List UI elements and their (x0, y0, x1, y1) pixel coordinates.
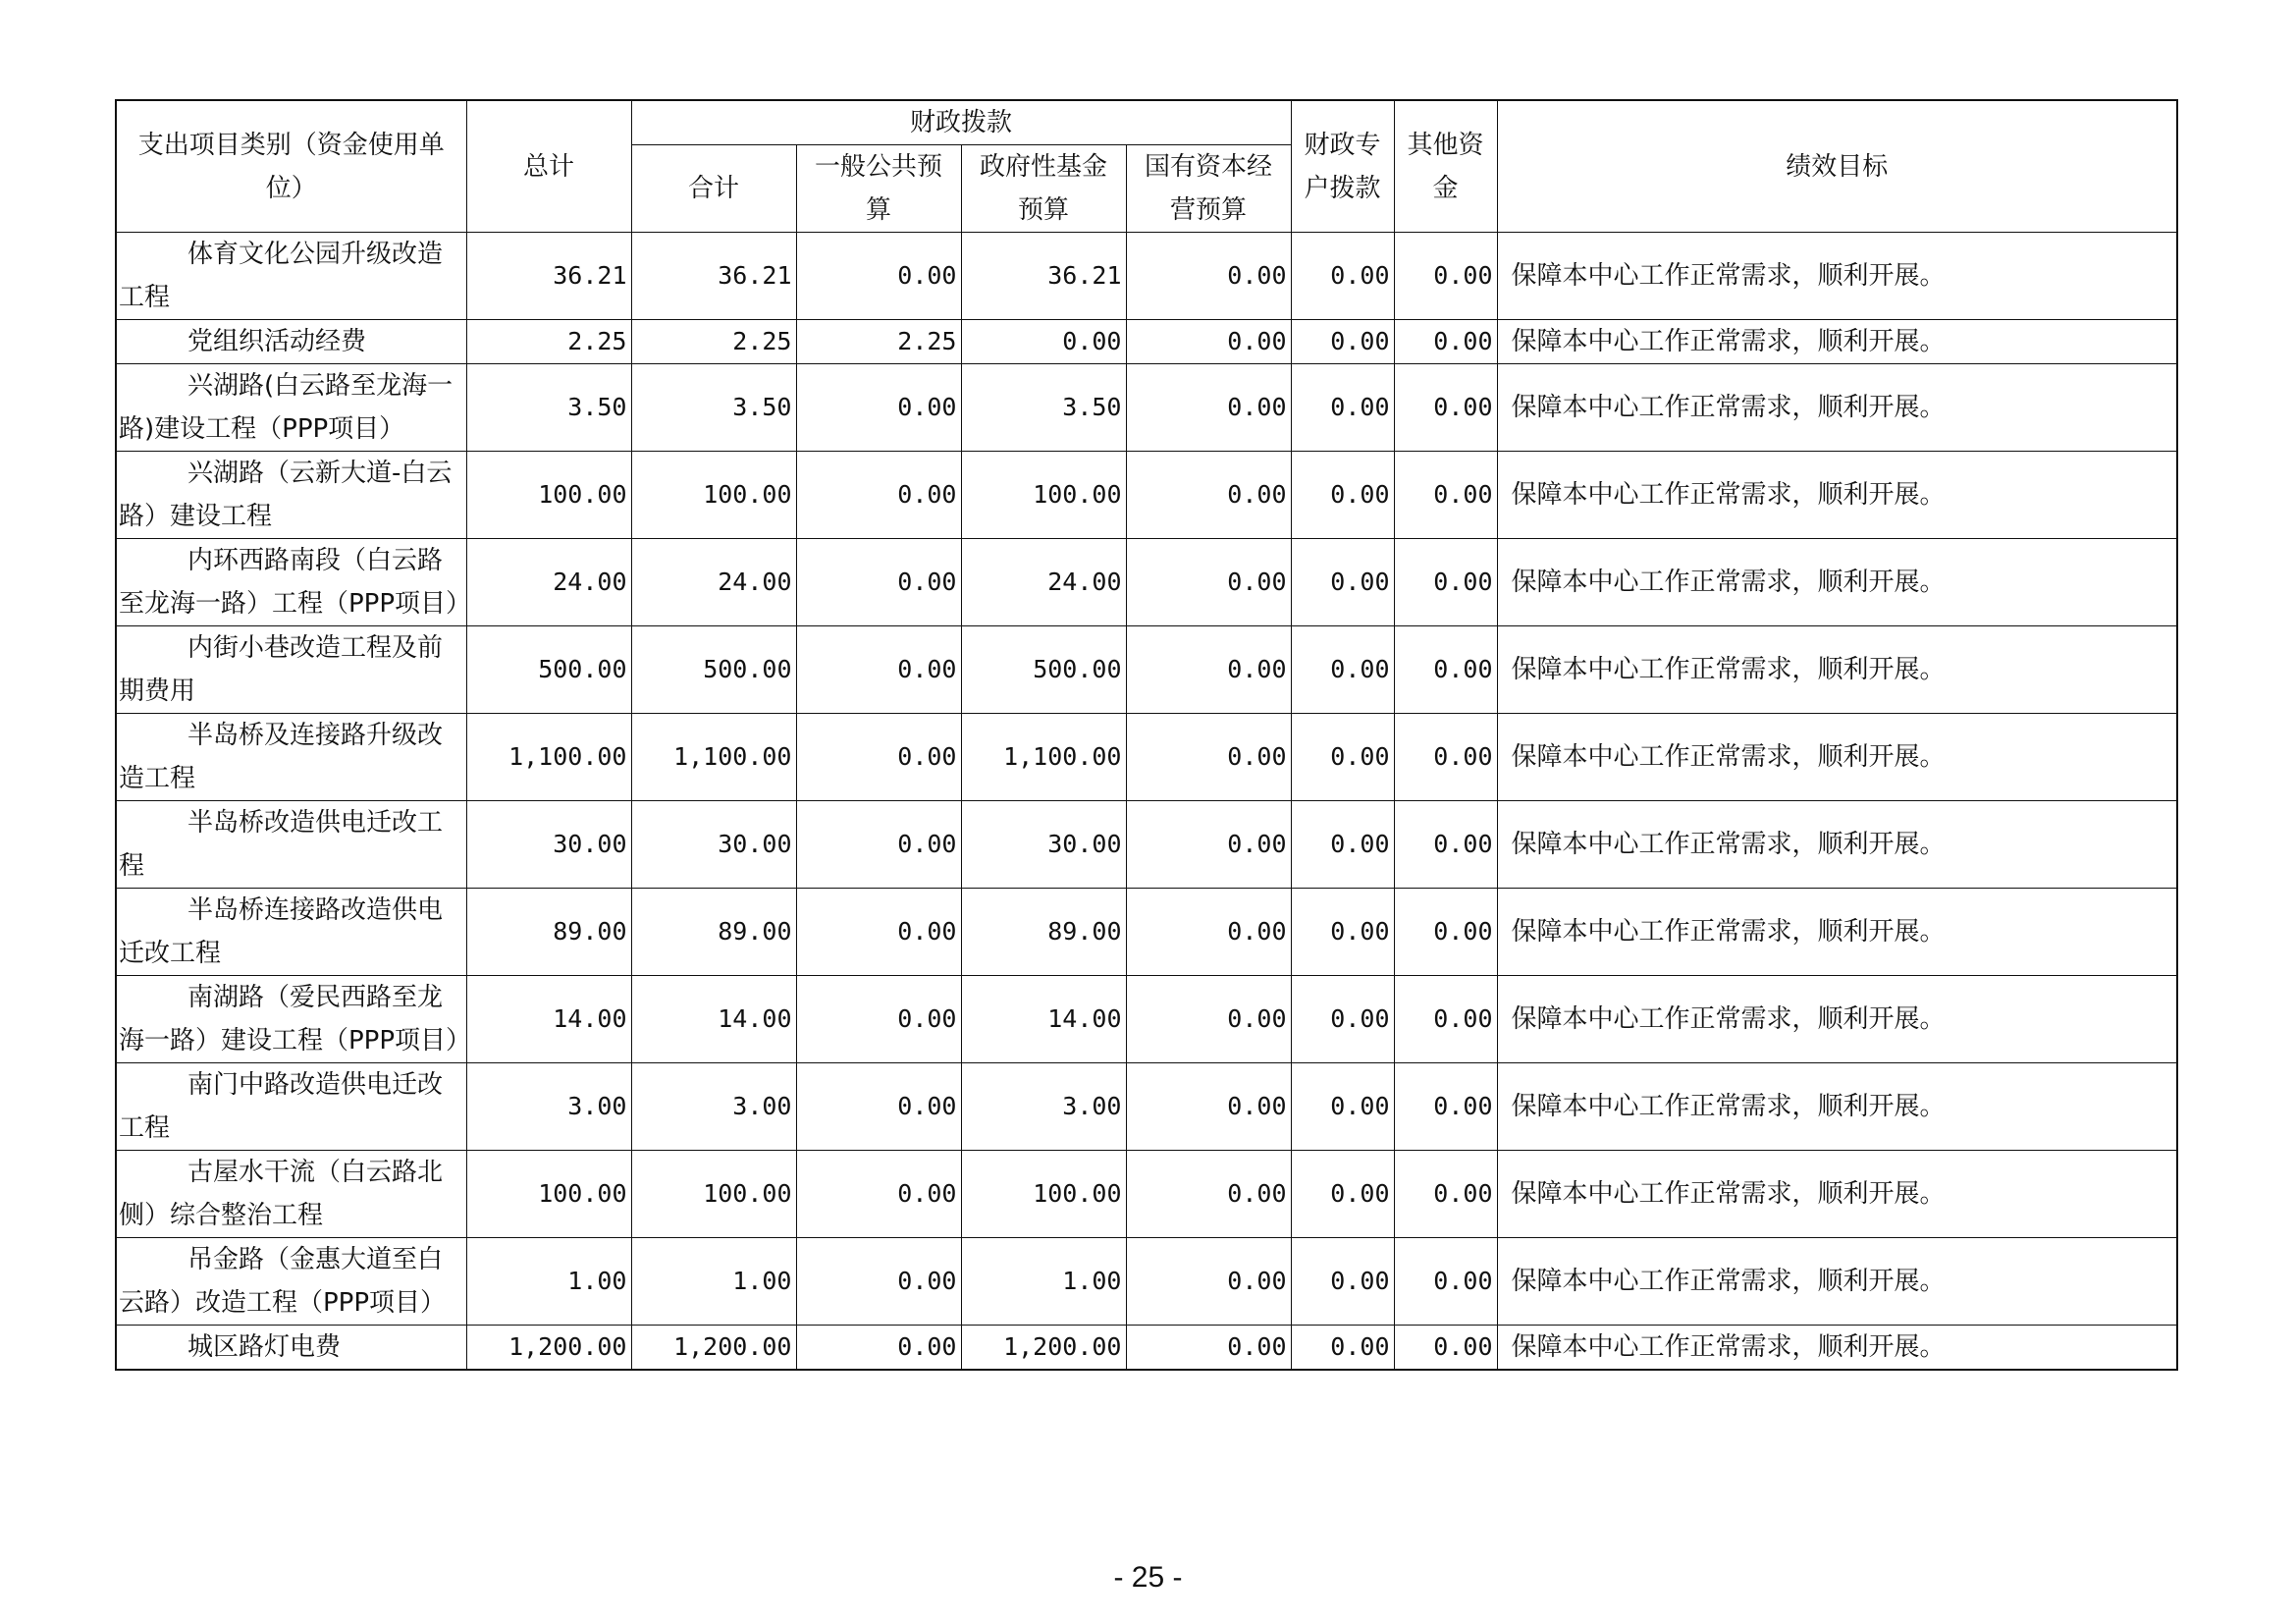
cell-other-funds: 0.00 (1394, 976, 1497, 1063)
cell-state-capital-budget: 0.00 (1126, 626, 1291, 714)
cell-total: 1,100.00 (466, 714, 631, 801)
row-name: 南门中路改造供电迁改工程 (116, 1063, 466, 1151)
cell-state-capital-budget: 0.00 (1126, 320, 1291, 364)
cell-total: 100.00 (466, 1151, 631, 1238)
cell-performance-goal: 保障本中心工作正常需求，顺利开展。 (1497, 320, 2177, 364)
cell-state-capital-budget: 0.00 (1126, 539, 1291, 626)
cell-total: 1,200.00 (466, 1326, 631, 1371)
row-name: 内环西路南段（白云路至龙海一路）工程（PPP项目） (116, 539, 466, 626)
cell-general-budget: 0.00 (796, 1063, 961, 1151)
table-row (116, 976, 2177, 1063)
cell-state-capital-budget: 0.00 (1126, 452, 1291, 539)
header-other-funds: 其他资金 (1394, 100, 1497, 233)
cell-fund-budget: 30.00 (961, 801, 1126, 889)
cell-other-funds: 0.00 (1394, 626, 1497, 714)
cell-subtotal: 100.00 (631, 452, 796, 539)
page-number: - 25 - (1113, 1561, 1183, 1594)
cell-general-budget: 0.00 (796, 626, 961, 714)
table-row (116, 1151, 2177, 1238)
cell-other-funds: 0.00 (1394, 1238, 1497, 1326)
cell-other-funds: 0.00 (1394, 889, 1497, 976)
table-row (116, 714, 2177, 801)
row-name: 城区路灯电费 (116, 1326, 466, 1371)
cell-subtotal: 14.00 (631, 976, 796, 1063)
cell-subtotal: 1.00 (631, 1238, 796, 1326)
cell-fund-budget: 1,200.00 (961, 1326, 1126, 1371)
table-header (116, 100, 2177, 233)
cell-performance-goal: 保障本中心工作正常需求，顺利开展。 (1497, 626, 2177, 714)
cell-general-budget: 0.00 (796, 1151, 961, 1238)
cell-fund-budget: 100.00 (961, 452, 1126, 539)
cell-total: 500.00 (466, 626, 631, 714)
table-row (116, 1063, 2177, 1151)
cell-state-capital-budget: 0.00 (1126, 1238, 1291, 1326)
cell-performance-goal: 保障本中心工作正常需求，顺利开展。 (1497, 452, 2177, 539)
cell-other-funds: 0.00 (1394, 233, 1497, 320)
row-name: 南湖路（爱民西路至龙海一路）建设工程（PPP项目） (116, 976, 466, 1063)
row-name: 内街小巷改造工程及前期费用 (116, 626, 466, 714)
cell-special-fiscal: 0.00 (1291, 976, 1394, 1063)
cell-state-capital-budget: 0.00 (1126, 976, 1291, 1063)
header-subtotal: 合计 (631, 145, 796, 233)
header-fiscal-group: 财政拨款 (631, 100, 1291, 145)
cell-other-funds: 0.00 (1394, 320, 1497, 364)
cell-subtotal: 89.00 (631, 889, 796, 976)
cell-special-fiscal: 0.00 (1291, 452, 1394, 539)
table-row (116, 364, 2177, 452)
cell-performance-goal: 保障本中心工作正常需求，顺利开展。 (1497, 1063, 2177, 1151)
table-body (116, 233, 2177, 1371)
cell-general-budget: 0.00 (796, 976, 961, 1063)
header-category: 支出项目类别（资金使用单位） (116, 100, 466, 233)
row-name: 古屋水干流（白云路北侧）综合整治工程 (116, 1151, 466, 1238)
cell-total: 30.00 (466, 801, 631, 889)
cell-special-fiscal: 0.00 (1291, 1151, 1394, 1238)
cell-other-funds: 0.00 (1394, 1063, 1497, 1151)
cell-total: 89.00 (466, 889, 631, 976)
cell-special-fiscal: 0.00 (1291, 626, 1394, 714)
cell-other-funds: 0.00 (1394, 1151, 1497, 1238)
cell-subtotal: 24.00 (631, 539, 796, 626)
table-row (116, 233, 2177, 320)
cell-special-fiscal: 0.00 (1291, 889, 1394, 976)
cell-performance-goal: 保障本中心工作正常需求，顺利开展。 (1497, 714, 2177, 801)
cell-state-capital-budget: 0.00 (1126, 714, 1291, 801)
cell-total: 100.00 (466, 452, 631, 539)
cell-fund-budget: 0.00 (961, 320, 1126, 364)
cell-other-funds: 0.00 (1394, 801, 1497, 889)
cell-special-fiscal: 0.00 (1291, 1326, 1394, 1371)
cell-total: 24.00 (466, 539, 631, 626)
cell-subtotal: 2.25 (631, 320, 796, 364)
cell-special-fiscal: 0.00 (1291, 364, 1394, 452)
cell-special-fiscal: 0.00 (1291, 539, 1394, 626)
cell-fund-budget: 36.21 (961, 233, 1126, 320)
cell-general-budget: 0.00 (796, 1326, 961, 1371)
cell-total: 36.21 (466, 233, 631, 320)
cell-state-capital-budget: 0.00 (1126, 889, 1291, 976)
cell-subtotal: 100.00 (631, 1151, 796, 1238)
cell-state-capital-budget: 0.00 (1126, 1326, 1291, 1371)
cell-performance-goal: 保障本中心工作正常需求，顺利开展。 (1497, 539, 2177, 626)
cell-special-fiscal: 0.00 (1291, 1238, 1394, 1326)
cell-subtotal: 1,100.00 (631, 714, 796, 801)
cell-general-budget: 0.00 (796, 889, 961, 976)
cell-fund-budget: 24.00 (961, 539, 1126, 626)
cell-total: 2.25 (466, 320, 631, 364)
cell-total: 1.00 (466, 1238, 631, 1326)
cell-fund-budget: 14.00 (961, 976, 1126, 1063)
header-fund-budget: 政府性基金预算 (961, 145, 1126, 233)
header-general-budget: 一般公共预算 (796, 145, 961, 233)
table-row (116, 1238, 2177, 1326)
cell-special-fiscal: 0.00 (1291, 1063, 1394, 1151)
cell-general-budget: 0.00 (796, 801, 961, 889)
row-name: 吊金路（金惠大道至白云路）改造工程（PPP项目） (116, 1238, 466, 1326)
cell-general-budget: 0.00 (796, 1238, 961, 1326)
cell-subtotal: 30.00 (631, 801, 796, 889)
table-row (116, 889, 2177, 976)
cell-state-capital-budget: 0.00 (1126, 1151, 1291, 1238)
cell-subtotal: 36.21 (631, 233, 796, 320)
cell-fund-budget: 89.00 (961, 889, 1126, 976)
cell-general-budget: 0.00 (796, 233, 961, 320)
cell-performance-goal: 保障本中心工作正常需求，顺利开展。 (1497, 889, 2177, 976)
cell-fund-budget: 3.00 (961, 1063, 1126, 1151)
cell-other-funds: 0.00 (1394, 714, 1497, 801)
cell-state-capital-budget: 0.00 (1126, 233, 1291, 320)
cell-other-funds: 0.00 (1394, 539, 1497, 626)
header-special-fiscal: 财政专户拨款 (1291, 100, 1394, 233)
cell-performance-goal: 保障本中心工作正常需求，顺利开展。 (1497, 1238, 2177, 1326)
cell-general-budget: 0.00 (796, 364, 961, 452)
cell-state-capital-budget: 0.00 (1126, 1063, 1291, 1151)
cell-total: 3.50 (466, 364, 631, 452)
header-performance-goal: 绩效目标 (1497, 100, 2177, 233)
table-row (116, 1326, 2177, 1371)
row-name: 半岛桥连接路改造供电迁改工程 (116, 889, 466, 976)
table-row (116, 452, 2177, 539)
cell-general-budget: 0.00 (796, 539, 961, 626)
cell-fund-budget: 1.00 (961, 1238, 1126, 1326)
cell-general-budget: 0.00 (796, 452, 961, 539)
cell-general-budget: 2.25 (796, 320, 961, 364)
cell-special-fiscal: 0.00 (1291, 801, 1394, 889)
row-name: 兴湖路（云新大道-白云路）建设工程 (116, 452, 466, 539)
row-name: 半岛桥及连接路升级改造工程 (116, 714, 466, 801)
cell-state-capital-budget: 0.00 (1126, 801, 1291, 889)
header-state-capital-budget: 国有资本经营预算 (1126, 145, 1291, 233)
cell-other-funds: 0.00 (1394, 1326, 1497, 1371)
cell-fund-budget: 1,100.00 (961, 714, 1126, 801)
cell-total: 14.00 (466, 976, 631, 1063)
row-name: 半岛桥改造供电迁改工程 (116, 801, 466, 889)
cell-special-fiscal: 0.00 (1291, 233, 1394, 320)
table-row (116, 539, 2177, 626)
cell-fund-budget: 500.00 (961, 626, 1126, 714)
cell-subtotal: 1,200.00 (631, 1326, 796, 1371)
cell-total: 3.00 (466, 1063, 631, 1151)
cell-subtotal: 3.00 (631, 1063, 796, 1151)
cell-subtotal: 500.00 (631, 626, 796, 714)
cell-performance-goal: 保障本中心工作正常需求，顺利开展。 (1497, 364, 2177, 452)
cell-special-fiscal: 0.00 (1291, 714, 1394, 801)
cell-general-budget: 0.00 (796, 714, 961, 801)
cell-fund-budget: 3.50 (961, 364, 1126, 452)
cell-state-capital-budget: 0.00 (1126, 364, 1291, 452)
cell-other-funds: 0.00 (1394, 364, 1497, 452)
cell-performance-goal: 保障本中心工作正常需求，顺利开展。 (1497, 1326, 2177, 1371)
cell-performance-goal: 保障本中心工作正常需求，顺利开展。 (1497, 1151, 2177, 1238)
row-name: 体育文化公园升级改造工程 (116, 233, 466, 320)
cell-subtotal: 3.50 (631, 364, 796, 452)
cell-performance-goal: 保障本中心工作正常需求，顺利开展。 (1497, 801, 2177, 889)
header-total: 总计 (466, 100, 631, 233)
table-row (116, 320, 2177, 364)
cell-special-fiscal: 0.00 (1291, 320, 1394, 364)
cell-performance-goal: 保障本中心工作正常需求，顺利开展。 (1497, 976, 2177, 1063)
budget-table (115, 99, 2178, 1371)
cell-performance-goal: 保障本中心工作正常需求，顺利开展。 (1497, 233, 2177, 320)
row-name: 党组织活动经费 (116, 320, 466, 364)
row-name: 兴湖路(白云路至龙海一路)建设工程（PPP项目） (116, 364, 466, 452)
cell-other-funds: 0.00 (1394, 452, 1497, 539)
cell-fund-budget: 100.00 (961, 1151, 1126, 1238)
table-row (116, 801, 2177, 889)
table-row (116, 626, 2177, 714)
